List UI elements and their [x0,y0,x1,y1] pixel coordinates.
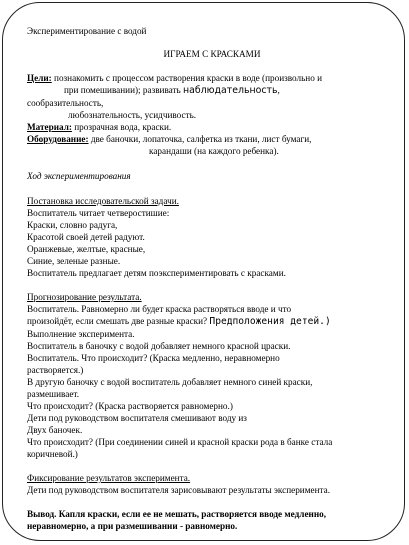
goals-line-4: любознательность, усидчивость. [68,110,197,120]
equipment-label: Оборудование: [27,134,89,144]
forecast-line: Дети под руководством воспитателя смешивают воду из [27,413,247,423]
conclusion-line-2: неравномерно, а при размешивании - равномерно. [27,521,238,531]
forecast-assumptions: Предположения детей.) [209,316,331,327]
goals-observation-word: наблюдательность [183,85,278,96]
forecast-line: Что происходит? (Краска растворяется равномерно.) [27,401,233,411]
task-line: Воспитатель читает четверостишие: [27,208,170,218]
task-line: Краски, словно радуга, [27,220,118,230]
forecast-line: коричневой.) [27,449,78,459]
fixing-heading: Фиксирование результатов эксперимента. [27,473,191,483]
forecast-line-2 [27,315,389,328]
forecast-line-1: Воспитатель. Равномерно ли будет краска растворяться вводе и что [27,304,292,314]
task-line: Оранжевые, желтые, красные, [27,244,146,254]
equipment-line-2: карандаши (на каждого ребенка). [149,146,279,156]
goals-label: Цели: [27,73,52,83]
task-heading: Постановка исследовательской задачи. [27,196,179,206]
forecast-line: Что происходит? (При соединении синей и красной краски рода в банке стала [27,437,333,447]
document-card [2,2,405,541]
goals-text-2: при помешивании); развивать [64,85,184,95]
forecast-line: растворяется.) [27,365,84,375]
material-line [27,121,389,133]
forecast-line: размешивает. [27,389,80,399]
progress-heading: Ход экспериментирования [27,171,131,181]
equipment-text-1: две баночки, лопаточка, салфетка из ткани, лист бумаги, [88,134,312,144]
document-header: Экспериментирование с водой [27,26,147,36]
forecast-heading: Прогнозирование результата. [27,292,142,302]
document-content [27,25,389,532]
forecast-line: Двух баночек. [27,425,83,435]
material-text: прозрачная вода, краски. [71,122,172,132]
conclusion-line-1: Вывод. Капля краски, если ее не мешать, растворяется вводе медленно, [27,509,327,519]
goals-line-2 [27,84,389,97]
document-title: ИГРАЕМ С КРАСКАМИ [163,49,261,59]
task-line: Синие, зеленые разные. [27,256,121,266]
forecast-line: Воспитатель. Что происходит? (Краска медленно, неравномерно [27,353,280,363]
goals-line-1 [27,72,389,84]
task-line: Воспитатель предлагает детям поэкспериментировать с красками. [27,268,286,278]
goals-text-2-end: , [277,85,280,95]
task-line: Красотой своей детей радуют. [27,232,145,242]
equipment-line-1 [27,133,389,145]
forecast-line: Воспитатель в баночку с водой добавляет немного красной цраски. [27,341,291,351]
forecast-line: Выполнение эксперимента. [27,329,135,339]
fixing-text: Дети под руководством воспитателя зарисовывают результаты эксперимента. [27,485,331,495]
forecast-line: В другую баночку с водой воспитатель добавляет немного синей краски, [27,377,313,387]
goals-text-1: познакомить с процессом растворения краски в воде (произвольно и [51,73,322,83]
goals-line-3: сообразительность, [27,98,104,108]
material-label: Материал: [27,122,72,132]
forecast-text-2: произойдёт, если смешать две разные краски? [27,316,210,326]
